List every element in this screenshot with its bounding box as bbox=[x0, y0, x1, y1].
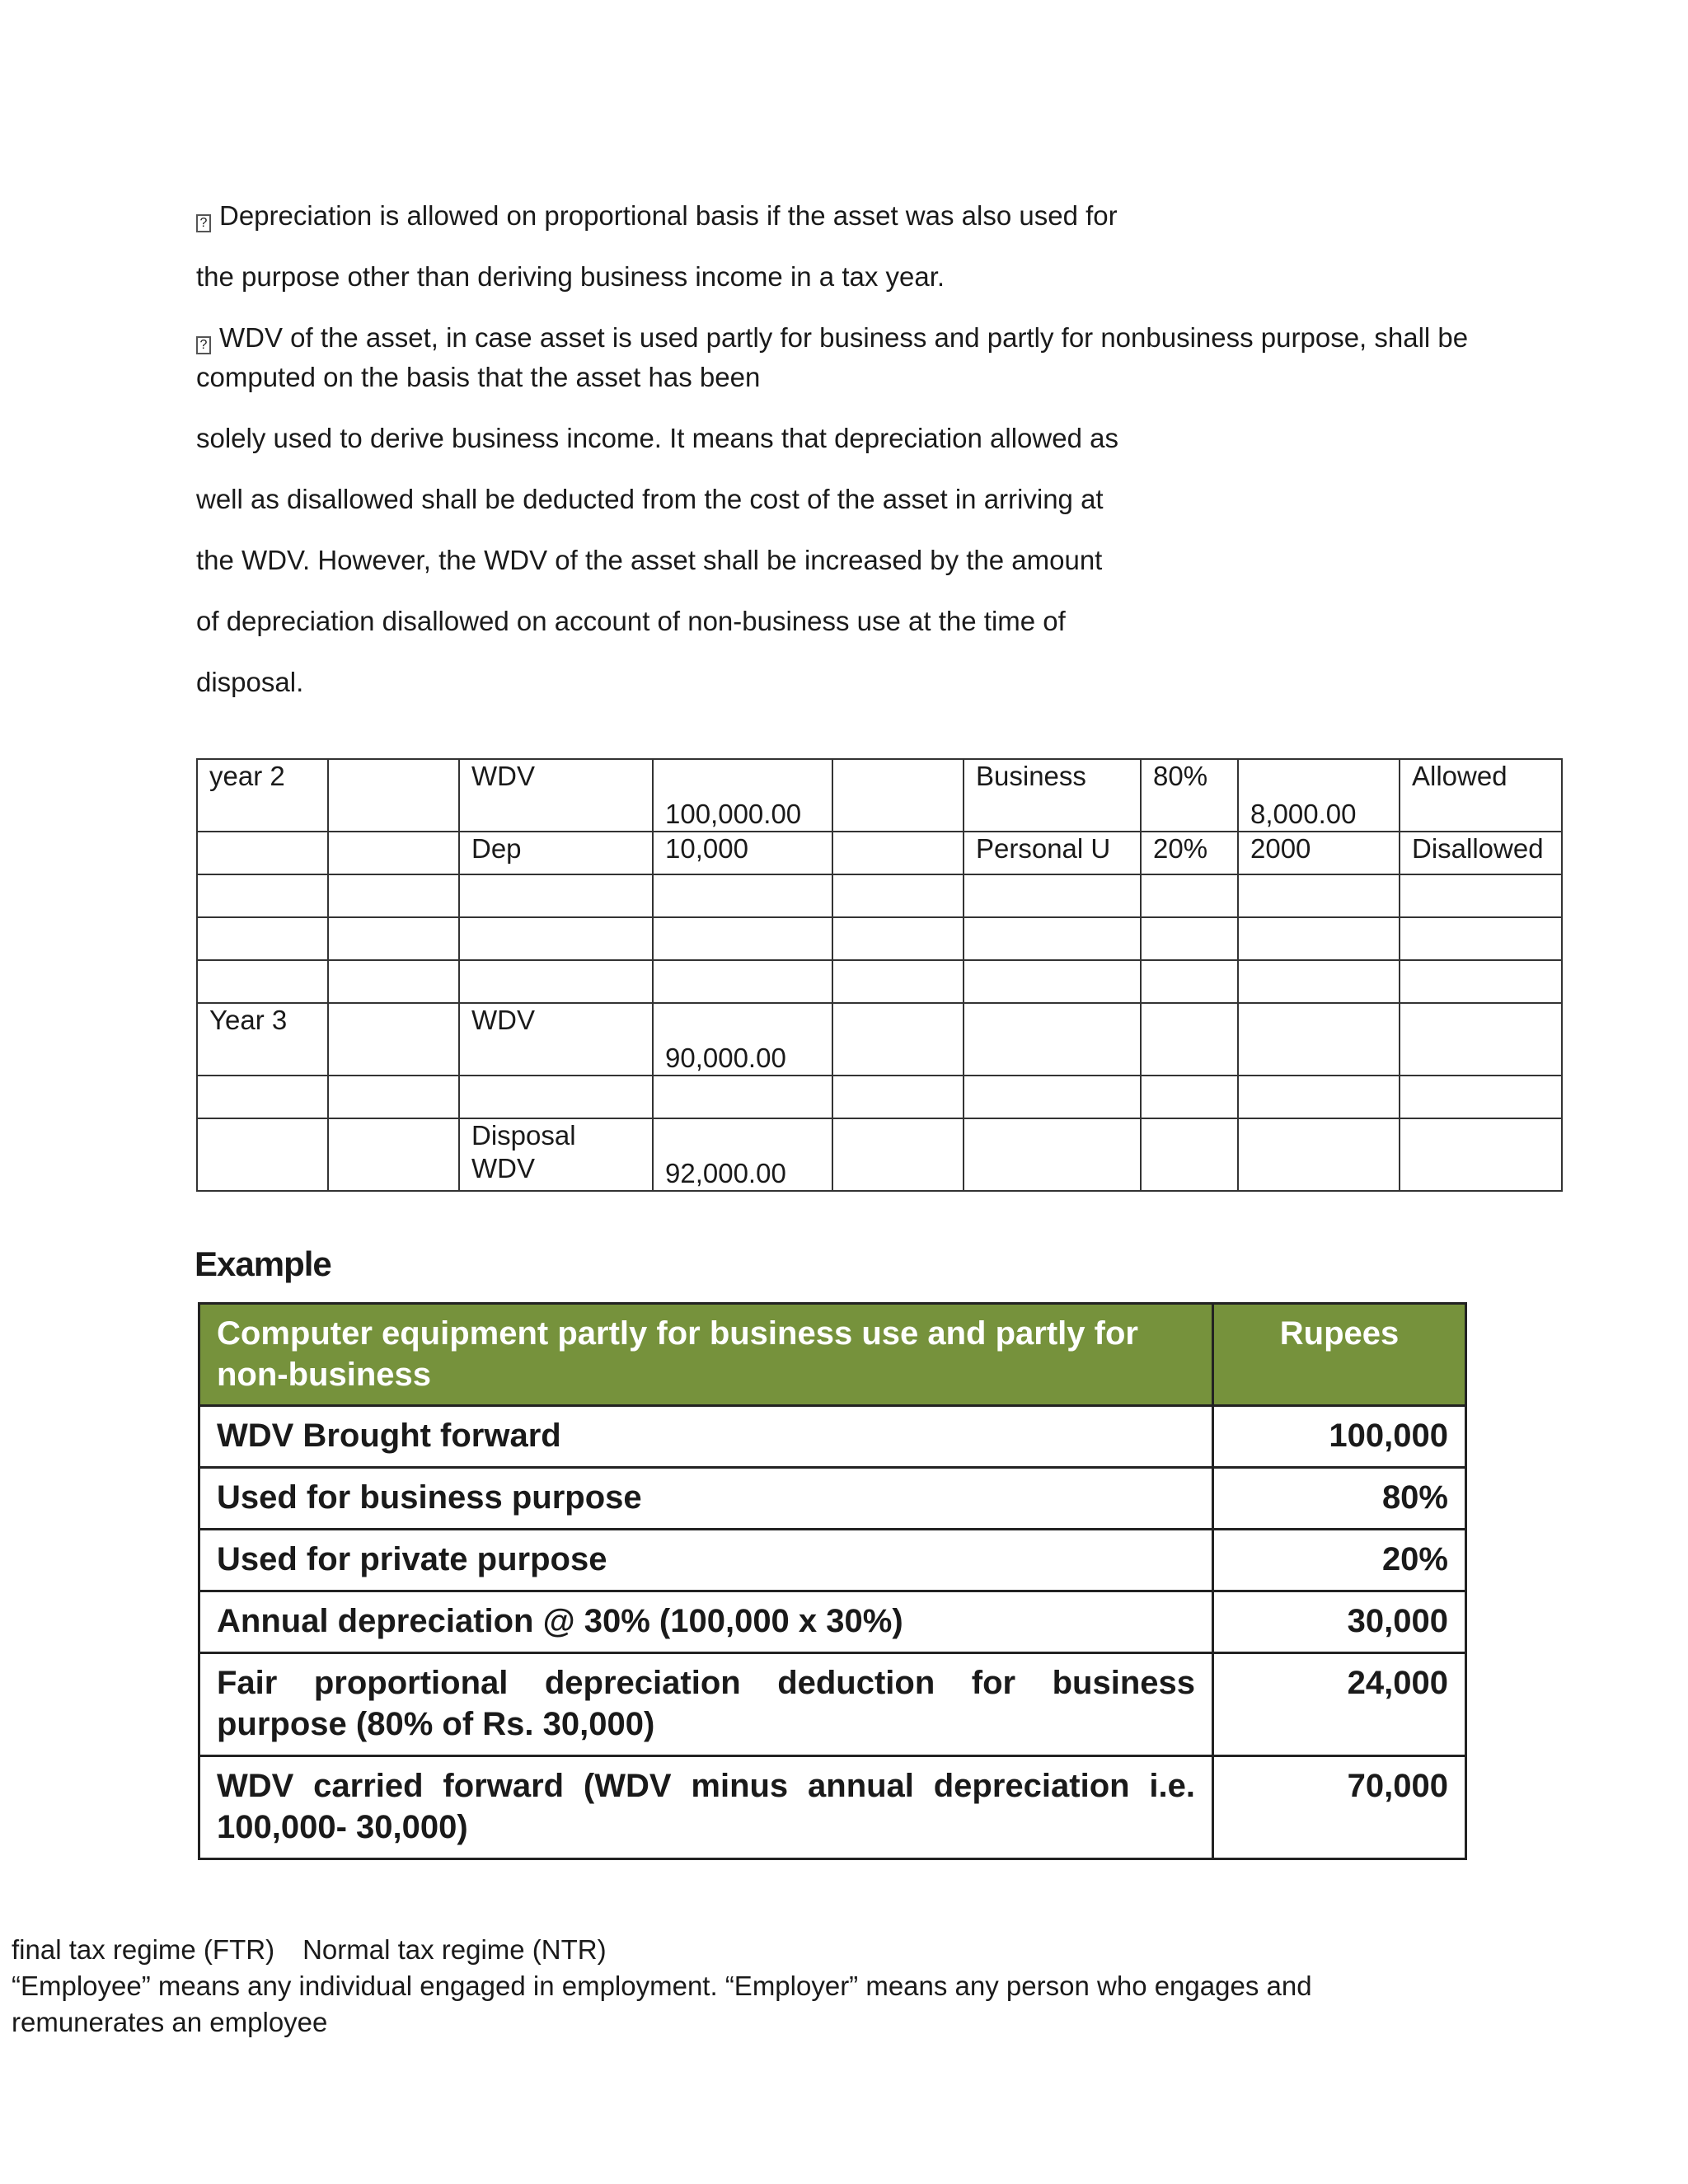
grid-cell-personal-pct: 20% bbox=[1141, 832, 1238, 874]
para-1-line-1 bbox=[196, 196, 1118, 236]
example-row bbox=[199, 1653, 1466, 1756]
footer-regimes bbox=[12, 1932, 607, 1968]
example-header-description: Computer equipment partly for business use and partly for non-business bbox=[199, 1304, 1213, 1406]
grid-row-7 bbox=[197, 1076, 1562, 1118]
example-row bbox=[199, 1756, 1466, 1859]
example-header-rupees: Rupees bbox=[1213, 1304, 1466, 1406]
grid-cell-disposal: Disposal bbox=[471, 1120, 576, 1151]
para-2-line-4: well as disallowed shall be deducted from the cost of the asset in arriving at bbox=[196, 484, 1104, 514]
grid-cell-empty bbox=[328, 1003, 459, 1076]
para-1-line-2: the purpose other than deriving business income in a tax year. bbox=[196, 261, 945, 292]
grid-cell-dep: Dep bbox=[459, 832, 653, 874]
example-row-value: 20% bbox=[1213, 1530, 1466, 1591]
grid-cell-year-3: Year 3 bbox=[197, 1003, 328, 1076]
grid-cell-empty bbox=[328, 759, 459, 832]
grid-cell-wdv-value: 90,000.00 bbox=[653, 1003, 832, 1076]
example-row-label: WDV Brought forward bbox=[199, 1406, 1213, 1468]
grid-cell-wdv: WDV bbox=[459, 1003, 653, 1076]
grid-row-1 bbox=[197, 759, 1562, 832]
grid-row-5 bbox=[197, 960, 1562, 1003]
example-row-label: Fair proportional depreciation deduction for business purpose (80% of Rs. 30,000) bbox=[199, 1653, 1213, 1756]
example-row bbox=[199, 1591, 1466, 1653]
example-header-row bbox=[199, 1304, 1466, 1406]
depreciation-grid bbox=[196, 758, 1563, 1192]
grid-row-3 bbox=[197, 874, 1562, 917]
para-2-line-1 bbox=[196, 318, 1468, 358]
example-row-label: Used for private purpose bbox=[199, 1530, 1213, 1591]
footer-definition-line-1: “Employee” means any individual engaged in employment. “Employer” means any person who engages and bbox=[12, 1971, 1312, 2001]
bullet-placeholder-icon: ? bbox=[196, 214, 211, 232]
para-2-line-2: computed on the basis that the asset has been bbox=[196, 362, 761, 392]
para-2-line-6: of depreciation disallowed on account of non-business use at the time of bbox=[196, 606, 1066, 636]
grid-cell-allowed-amount: 8,000.00 bbox=[1238, 759, 1400, 832]
example-row-value: 30,000 bbox=[1213, 1591, 1466, 1653]
example-row-value: 24,000 bbox=[1213, 1653, 1466, 1756]
grid-cell-disallowed-amount: 2000 bbox=[1238, 832, 1400, 874]
example-row-value: 100,000 bbox=[1213, 1406, 1466, 1468]
bullet-placeholder-icon: ? bbox=[196, 336, 211, 354]
grid-cell-dep-value: 10,000 bbox=[653, 832, 832, 874]
example-table bbox=[198, 1302, 1467, 1860]
example-row-value: 80% bbox=[1213, 1468, 1466, 1530]
para-2-line-5: the WDV. However, the WDV of the asset shall be increased by the amount bbox=[196, 545, 1103, 575]
example-title: Example bbox=[195, 1244, 331, 1283]
grid-cell-disposal-wdv-label: WDV bbox=[471, 1153, 535, 1183]
grid-cell-disposal-wdv bbox=[459, 1118, 653, 1191]
grid-cell-empty bbox=[328, 832, 459, 874]
grid-cell-empty bbox=[832, 759, 964, 832]
example-row-label: Annual depreciation @ 30% (100,000 x 30%) bbox=[199, 1591, 1213, 1653]
grid-cell-year-2: year 2 bbox=[197, 759, 328, 832]
grid-cell-personal: Personal U bbox=[964, 832, 1141, 874]
grid-cell-allowed: Allowed bbox=[1400, 759, 1562, 832]
footer-ftr: final tax regime (FTR) bbox=[12, 1934, 275, 1965]
example-row-label: Used for business purpose bbox=[199, 1468, 1213, 1530]
example-row bbox=[199, 1406, 1466, 1468]
example-row bbox=[199, 1530, 1466, 1591]
grid-row-2 bbox=[197, 832, 1562, 874]
footer-definition-line-2: remunerates an employee bbox=[12, 2007, 328, 2037]
grid-row-6 bbox=[197, 1003, 1562, 1076]
example-row-value: 70,000 bbox=[1213, 1756, 1466, 1859]
para-1-line-1-text: Depreciation is allowed on proportional basis if the asset was also used for bbox=[219, 200, 1118, 231]
footer-ntr: Normal tax regime (NTR) bbox=[302, 1934, 607, 1965]
para-2-line-1-text: WDV of the asset, in case asset is used partly for business and partly for nonbusiness purpose, shall be bbox=[219, 322, 1469, 353]
grid-row-8 bbox=[197, 1118, 1562, 1191]
para-2-line-7: disposal. bbox=[196, 667, 304, 697]
grid-cell-wdv: WDV bbox=[459, 759, 653, 832]
grid-cell-empty bbox=[197, 832, 328, 874]
grid-cell-empty bbox=[832, 832, 964, 874]
grid-cell-wdv-value: 100,000.00 bbox=[653, 759, 832, 832]
grid-cell-business: Business bbox=[964, 759, 1141, 832]
example-row bbox=[199, 1468, 1466, 1530]
grid-cell-business-pct: 80% bbox=[1141, 759, 1238, 832]
grid-cell-disallowed: Disallowed bbox=[1400, 832, 1562, 874]
grid-cell-disposal-wdv-value: 92,000.00 bbox=[653, 1118, 832, 1191]
para-2-line-3: solely used to derive business income. It means that depreciation allowed as bbox=[196, 423, 1118, 453]
grid-row-4 bbox=[197, 917, 1562, 960]
example-row-label: WDV carried forward (WDV minus annual depreciation i.e. 100,000- 30,000) bbox=[199, 1756, 1213, 1859]
